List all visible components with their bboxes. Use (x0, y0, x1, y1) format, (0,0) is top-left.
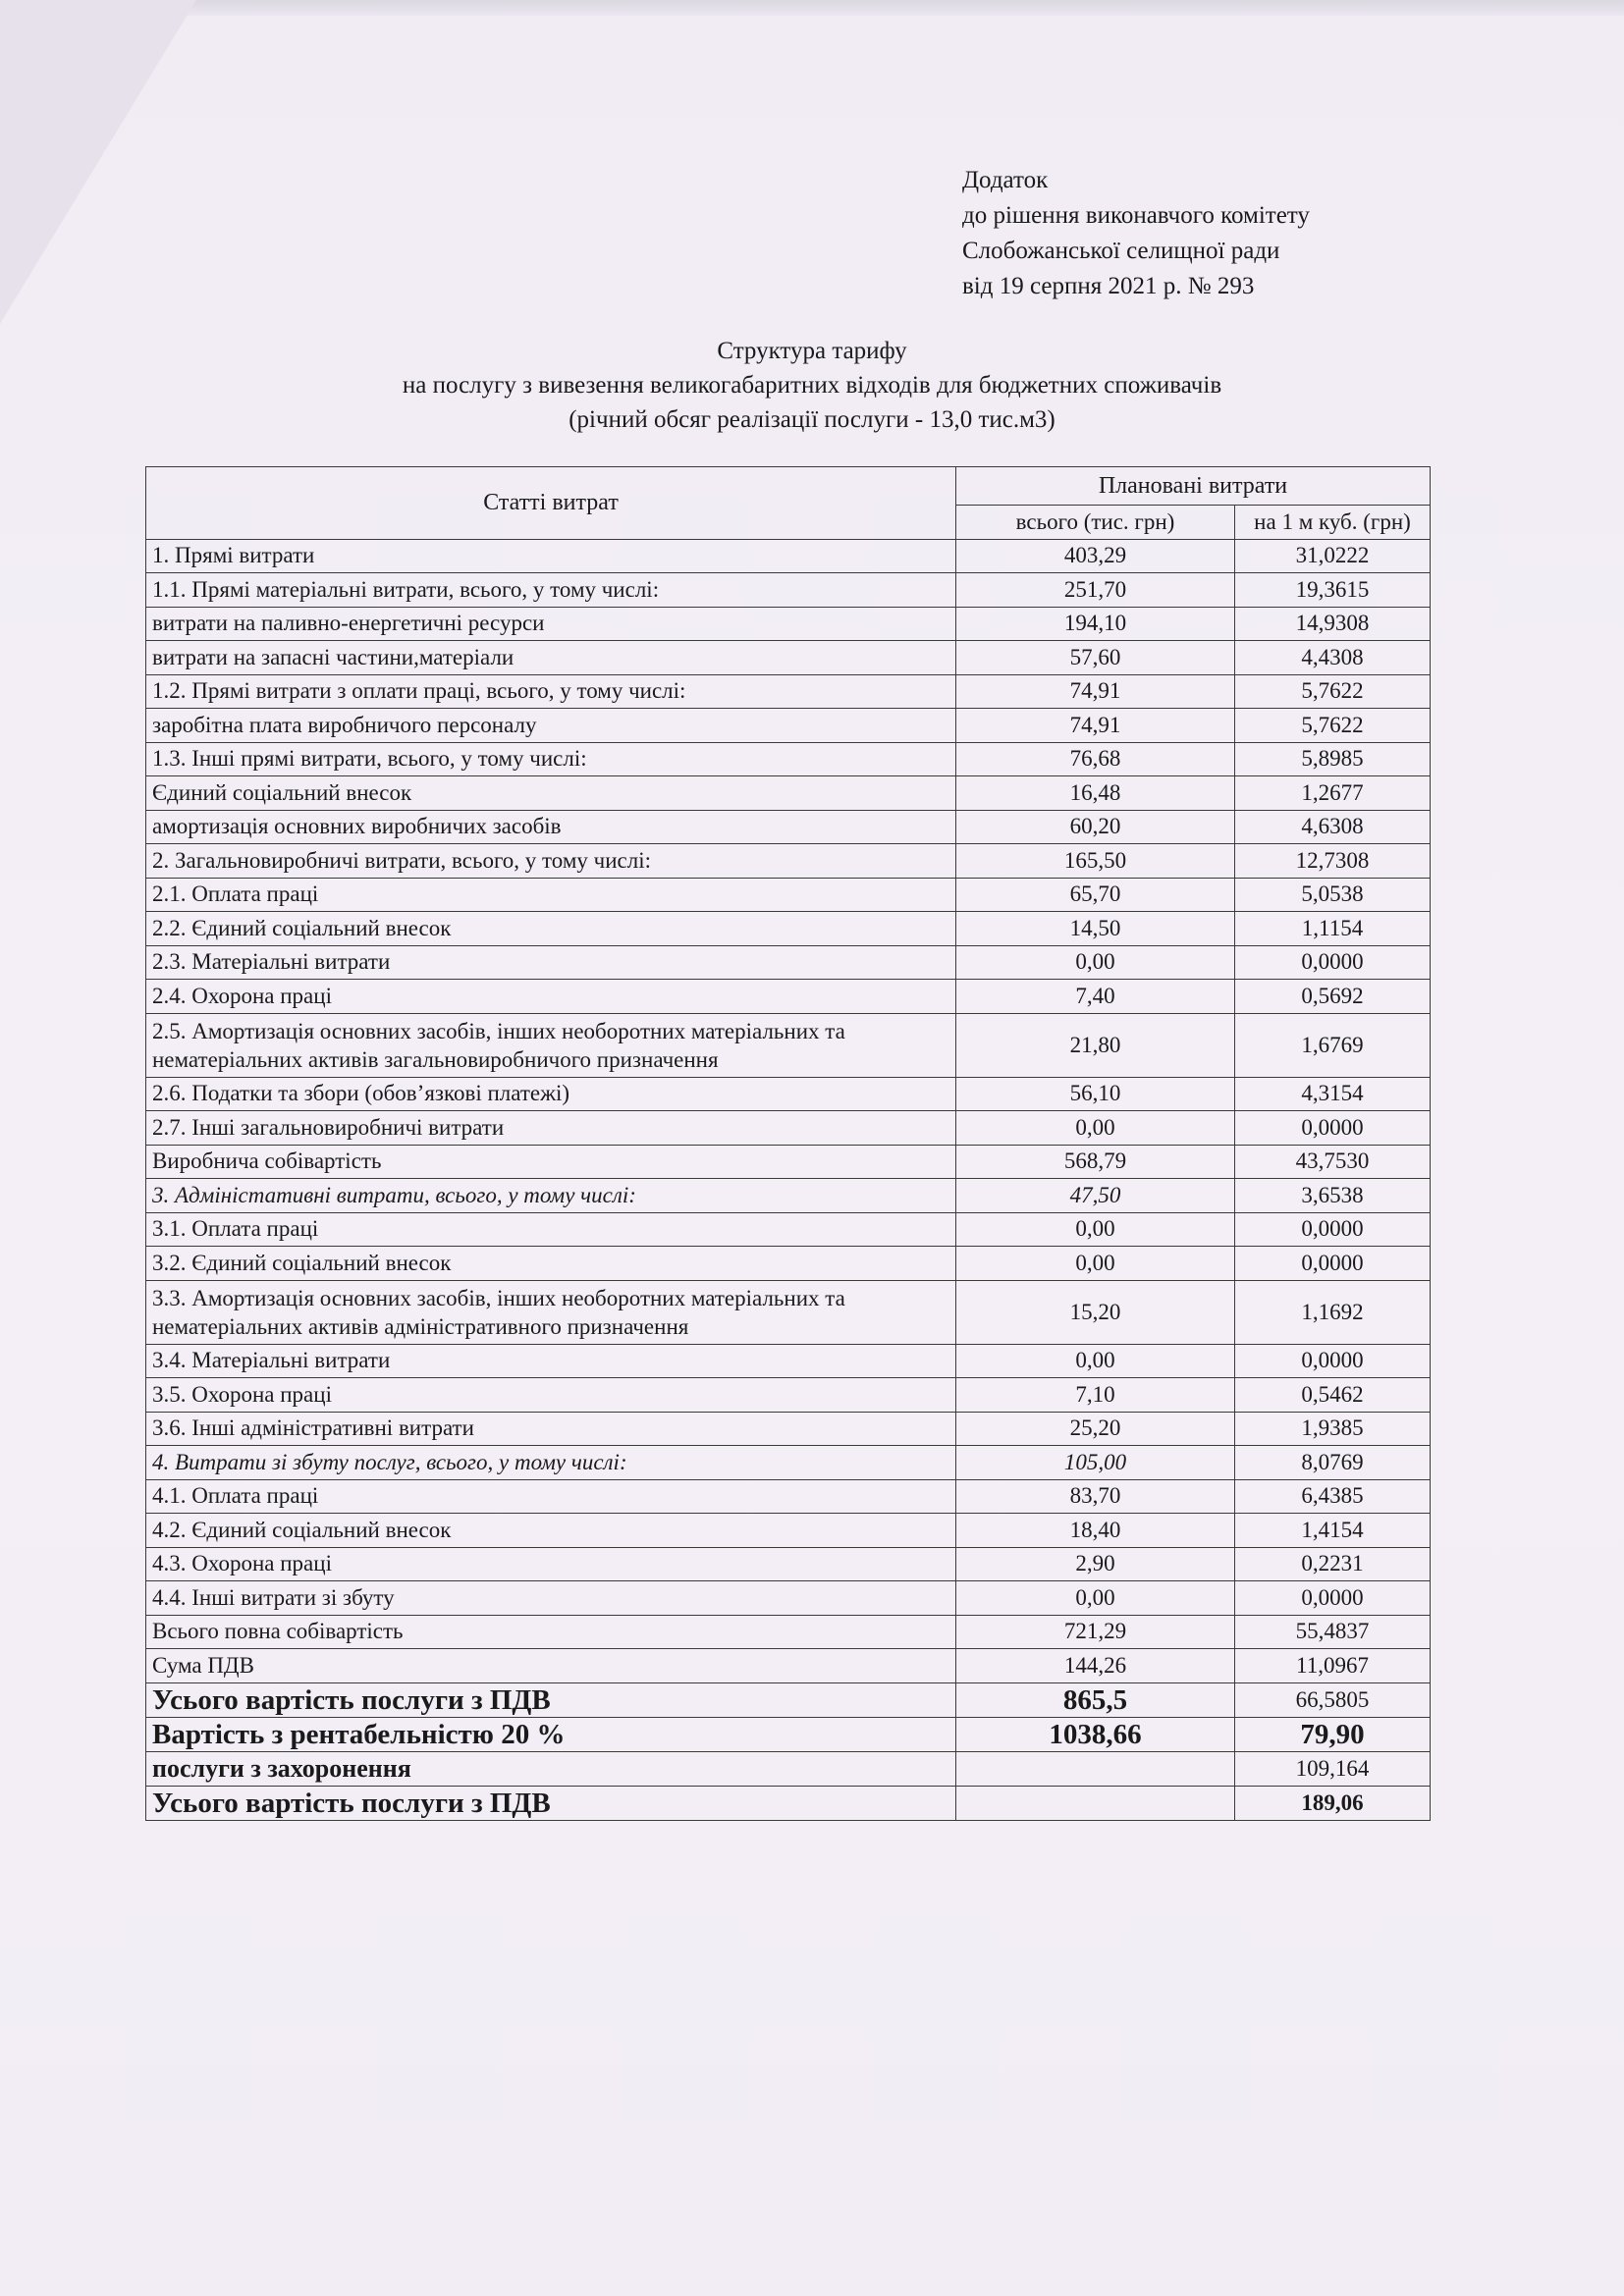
row-per-m3: 109,164 (1235, 1751, 1431, 1786)
row-total: 0,00 (956, 945, 1235, 980)
row-total: 7,10 (956, 1378, 1235, 1413)
row-label: 3.4. Матеріальні витрати (146, 1344, 956, 1378)
row-label: 4.3. Охорона праці (146, 1547, 956, 1581)
row-per-m3: 189,06 (1235, 1786, 1431, 1820)
row-per-m3: 0,5692 (1235, 980, 1431, 1014)
row-per-m3: 6,4385 (1235, 1479, 1431, 1514)
column-header-total: всього (тис. грн) (956, 506, 1235, 540)
table-row (146, 912, 1431, 946)
table-row (146, 1013, 1431, 1077)
row-label-line-2: нематеріальних активів адміністративного призначення (152, 1313, 689, 1339)
table-row (146, 1786, 1431, 1820)
row-per-m3: 0,0000 (1235, 1111, 1431, 1146)
table-row (146, 1179, 1431, 1213)
row-per-m3: 5,0538 (1235, 878, 1431, 912)
row-total: 165,50 (956, 844, 1235, 879)
appendix-header (962, 163, 1310, 304)
row-total: 16,48 (956, 776, 1235, 811)
row-label: 2.7. Інші загальновиробничі витрати (146, 1111, 956, 1146)
row-total: 0,00 (956, 1581, 1235, 1616)
table-row (146, 1479, 1431, 1514)
row-per-m3: 14,9308 (1235, 607, 1431, 641)
table-row (146, 742, 1431, 776)
row-label (146, 1013, 956, 1077)
table-row (146, 674, 1431, 709)
row-label: 4.2. Єдиний соціальний внесок (146, 1514, 956, 1548)
row-total: 14,50 (956, 912, 1235, 946)
row-label: 3. Адміністативні витрати, всього, у тому числі: (146, 1179, 956, 1213)
row-label: 4.1. Оплата праці (146, 1479, 956, 1514)
appendix-line-2: до рішення виконавчого комітету (962, 202, 1310, 229)
row-label: заробітна плата виробничого персоналу (146, 709, 956, 743)
table-row (146, 607, 1431, 641)
row-label: 2.6. Податки та збори (обов’язкові платежі) (146, 1077, 956, 1111)
row-per-m3: 66,5805 (1235, 1682, 1431, 1717)
table-row (146, 945, 1431, 980)
row-total: 144,26 (956, 1649, 1235, 1683)
row-label: Сума ПДВ (146, 1649, 956, 1683)
row-total: 60,20 (956, 810, 1235, 844)
table-row (146, 1581, 1431, 1616)
table-row (146, 1378, 1431, 1413)
row-per-m3: 5,8985 (1235, 742, 1431, 776)
row-per-m3: 1,9385 (1235, 1412, 1431, 1446)
row-total: 74,91 (956, 674, 1235, 709)
table-row (146, 1280, 1431, 1344)
row-label: 4. Витрати зі збуту послуг, всього, у тому числі: (146, 1446, 956, 1480)
table-row (146, 1615, 1431, 1649)
row-per-m3: 4,3154 (1235, 1077, 1431, 1111)
row-per-m3: 1,1692 (1235, 1280, 1431, 1344)
table-row (146, 1111, 1431, 1146)
table-row (146, 539, 1431, 573)
title-line-2: на послугу з вивезення великогабаритних відходів для бюджетних споживачів (402, 372, 1222, 399)
row-label: 2.4. Охорона праці (146, 980, 956, 1014)
row-per-m3: 0,0000 (1235, 1247, 1431, 1281)
row-label-line-2: нематеріальних активів загальновиробничого призначення (152, 1046, 719, 1072)
title-line-1: Структура тарифу (717, 338, 907, 364)
row-label: витрати на паливно-енергетичні ресурси (146, 607, 956, 641)
row-total: 2,90 (956, 1547, 1235, 1581)
row-total: 83,70 (956, 1479, 1235, 1514)
row-per-m3: 55,4837 (1235, 1615, 1431, 1649)
row-per-m3: 5,7622 (1235, 709, 1431, 743)
row-total: 15,20 (956, 1280, 1235, 1344)
table-row (146, 1077, 1431, 1111)
appendix-line-4: від 19 серпня 2021 р. № 293 (962, 273, 1255, 299)
row-per-m3: 79,90 (1235, 1717, 1431, 1751)
row-label: 3.1. Оплата праці (146, 1212, 956, 1247)
row-label: Усього вартість послуги з ПДВ (146, 1682, 956, 1717)
row-total: 568,79 (956, 1145, 1235, 1179)
row-per-m3: 5,7622 (1235, 674, 1431, 709)
row-per-m3: 0,2231 (1235, 1547, 1431, 1581)
row-total: 47,50 (956, 1179, 1235, 1213)
row-per-m3: 19,3615 (1235, 573, 1431, 608)
row-per-m3: 11,0967 (1235, 1649, 1431, 1683)
row-per-m3: 43,7530 (1235, 1145, 1431, 1179)
table-row (146, 1247, 1431, 1281)
row-per-m3: 12,7308 (1235, 844, 1431, 879)
table-row (146, 1547, 1431, 1581)
row-label-line-1: 2.5. Амортизація основних засобів, інших необоротних матеріальних та (152, 1018, 845, 1043)
row-total: 194,10 (956, 607, 1235, 641)
row-per-m3: 8,0769 (1235, 1446, 1431, 1480)
row-total: 0,00 (956, 1212, 1235, 1247)
table-row (146, 573, 1431, 608)
row-total: 0,00 (956, 1111, 1235, 1146)
row-label: 4.4. Інші витрати зі збуту (146, 1581, 956, 1616)
row-total: 0,00 (956, 1247, 1235, 1281)
table-row (146, 641, 1431, 675)
row-label: Єдиний соціальний внесок (146, 776, 956, 811)
row-total: 105,00 (956, 1446, 1235, 1480)
row-label: 2.3. Матеріальні витрати (146, 945, 956, 980)
table-row (146, 1649, 1431, 1683)
row-label: 2. Загальновиробничі витрати, всього, у тому числі: (146, 844, 956, 879)
table-row (146, 1717, 1431, 1751)
row-total: 1038,66 (956, 1717, 1235, 1751)
tariff-structure-table (145, 466, 1431, 1821)
row-per-m3: 0,0000 (1235, 1344, 1431, 1378)
row-label: амортизація основних виробничих засобів (146, 810, 956, 844)
table-row (146, 980, 1431, 1014)
row-total: 25,20 (956, 1412, 1235, 1446)
table-row (146, 1514, 1431, 1548)
row-per-m3: 31,0222 (1235, 539, 1431, 573)
row-total: 721,29 (956, 1615, 1235, 1649)
row-per-m3: 4,4308 (1235, 641, 1431, 675)
row-label: Виробнича собівартість (146, 1145, 956, 1179)
row-total: 18,40 (956, 1514, 1235, 1548)
row-total (956, 1786, 1235, 1820)
row-total: 74,91 (956, 709, 1235, 743)
row-label: 3.5. Охорона праці (146, 1378, 956, 1413)
row-label-line-1: 3.3. Амортизація основних засобів, інших необоротних матеріальних та (152, 1285, 845, 1310)
table-row (146, 709, 1431, 743)
column-header-articles: Статті витрат (146, 467, 956, 540)
row-label: Усього вартість послуги з ПДВ (146, 1786, 956, 1820)
row-total: 57,60 (956, 641, 1235, 675)
row-total: 7,40 (956, 980, 1235, 1014)
table-row (146, 1145, 1431, 1179)
row-label: Всього повна собівартість (146, 1615, 956, 1649)
row-label: 3.2. Єдиний соціальний внесок (146, 1247, 956, 1281)
table-row (146, 810, 1431, 844)
row-total (956, 1751, 1235, 1786)
row-total: 65,70 (956, 878, 1235, 912)
row-total: 0,00 (956, 1344, 1235, 1378)
table-row (146, 776, 1431, 811)
table-row (146, 1682, 1431, 1717)
column-header-per-m3: на 1 м куб. (грн) (1235, 506, 1431, 540)
row-label: 3.6. Інші адміністративні витрати (146, 1412, 956, 1446)
row-label: 1. Прямі витрати (146, 539, 956, 573)
table-row (146, 1751, 1431, 1786)
row-total: 76,68 (956, 742, 1235, 776)
table-row (146, 844, 1431, 879)
scan-top-edge (167, 0, 1624, 16)
row-per-m3: 0,0000 (1235, 945, 1431, 980)
table-row (146, 1212, 1431, 1247)
row-per-m3: 1,6769 (1235, 1013, 1431, 1077)
table-row (146, 1446, 1431, 1480)
table-row (146, 1412, 1431, 1446)
row-per-m3: 0,0000 (1235, 1212, 1431, 1247)
row-total: 251,70 (956, 573, 1235, 608)
column-header-planned: Плановані витрати (956, 467, 1431, 506)
row-label: послуги з захоронення (146, 1751, 956, 1786)
table-row (146, 1344, 1431, 1378)
row-label: Вартість з рентабельністю 20 % (146, 1717, 956, 1751)
row-per-m3: 1,1154 (1235, 912, 1431, 946)
row-total: 21,80 (956, 1013, 1235, 1077)
row-per-m3: 3,6538 (1235, 1179, 1431, 1213)
row-per-m3: 1,4154 (1235, 1514, 1431, 1548)
row-label (146, 1280, 956, 1344)
title-line-3: (річний обсяг реалізації послуги - 13,0 тис.м3) (568, 406, 1056, 433)
row-total: 865,5 (956, 1682, 1235, 1717)
appendix-line-1: Додаток (962, 167, 1049, 193)
document-title (0, 334, 1624, 437)
row-label: 2.2. Єдиний соціальний внесок (146, 912, 956, 946)
row-total: 56,10 (956, 1077, 1235, 1111)
row-total: 403,29 (956, 539, 1235, 573)
row-per-m3: 0,5462 (1235, 1378, 1431, 1413)
row-label: 1.3. Інші прямі витрати, всього, у тому числі: (146, 742, 956, 776)
scan-corner-fold (0, 0, 196, 324)
appendix-line-3: Слобожанської селищної ради (962, 238, 1280, 264)
table-row (146, 878, 1431, 912)
row-label: 1.2. Прямі витрати з оплати праці, всього, у тому числі: (146, 674, 956, 709)
row-per-m3: 0,0000 (1235, 1581, 1431, 1616)
row-per-m3: 4,6308 (1235, 810, 1431, 844)
row-label: 1.1. Прямі матеріальні витрати, всього, у тому числі: (146, 573, 956, 608)
row-label: витрати на запасні частини,матеріали (146, 641, 956, 675)
row-per-m3: 1,2677 (1235, 776, 1431, 811)
row-label: 2.1. Оплата праці (146, 878, 956, 912)
